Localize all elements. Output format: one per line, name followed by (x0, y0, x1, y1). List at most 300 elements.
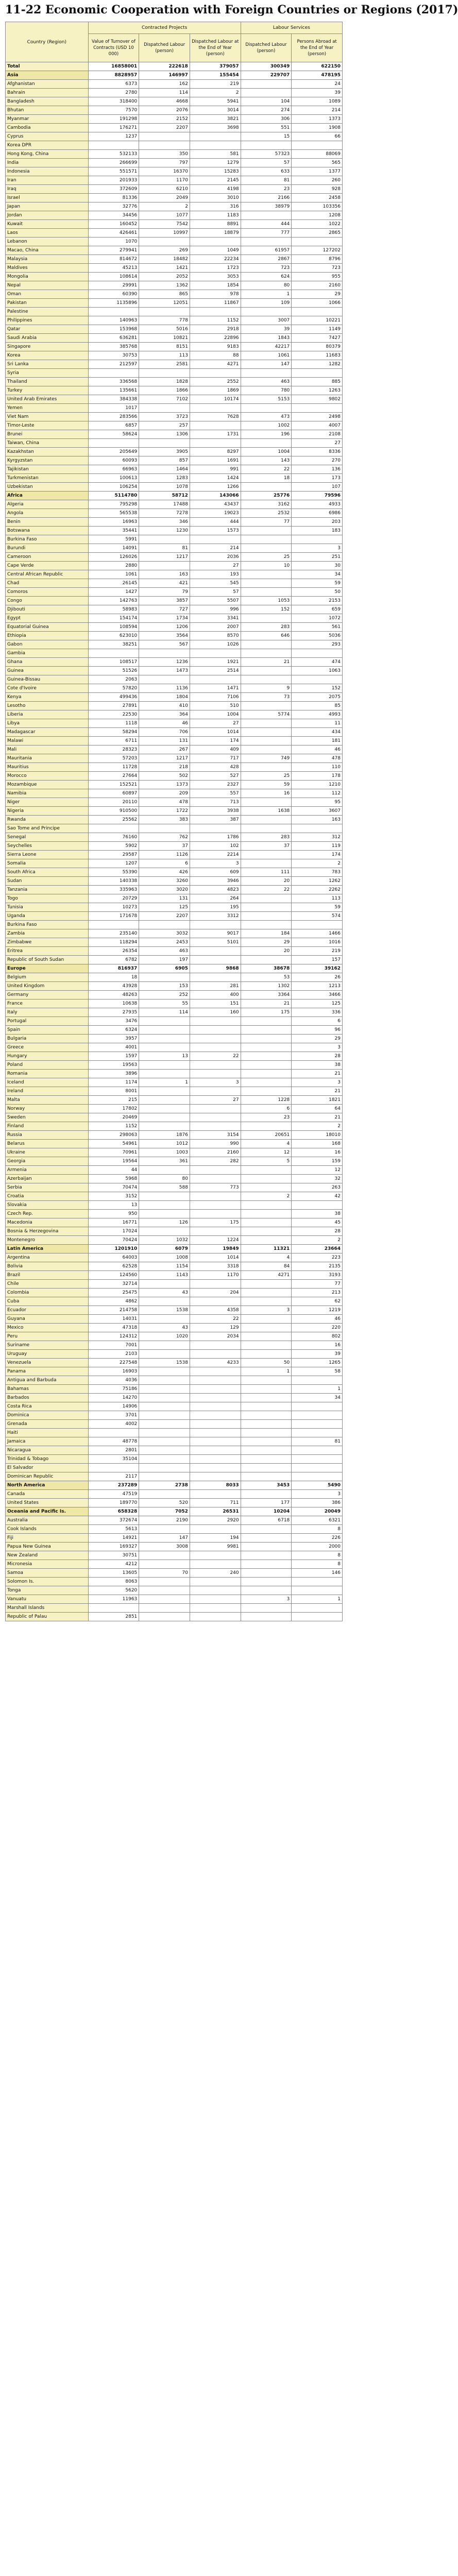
value-cell: 6986 (292, 509, 343, 518)
value-cell: 1538 (139, 1359, 190, 1367)
value-cell: 269 (139, 246, 190, 255)
value-cell: 1061 (88, 570, 139, 579)
value-cell: 175 (241, 1008, 292, 1017)
value-cell: 58983 (88, 605, 139, 614)
value-cell: 54961 (88, 1140, 139, 1148)
value-cell (292, 1201, 343, 1210)
value-cell: 532133 (88, 150, 139, 159)
country-name: Libya (6, 719, 89, 728)
value-cell: 43 (139, 1324, 190, 1332)
table-row (6, 894, 343, 903)
value-cell: 154174 (88, 614, 139, 623)
table-row (6, 816, 343, 824)
value-cell: 1089 (292, 97, 343, 106)
value-cell: 5902 (88, 842, 139, 851)
value-cell: 4933 (292, 500, 343, 509)
value-cell: 473 (241, 413, 292, 421)
value-cell: 26531 (190, 1507, 241, 1516)
country-name: Hungary (6, 1052, 89, 1061)
table-row (6, 97, 343, 106)
value-cell: 27 (190, 719, 241, 728)
value-cell: 227548 (88, 1359, 139, 1367)
value-cell (88, 921, 139, 929)
value-cell: 8 (292, 1551, 343, 1560)
value-cell (190, 1560, 241, 1569)
value-cell: 1471 (190, 684, 241, 693)
value-cell (241, 1525, 292, 1534)
value-cell: 780 (241, 386, 292, 395)
table-row (6, 1192, 343, 1201)
value-cell (190, 1227, 241, 1236)
value-cell: 95 (292, 798, 343, 807)
value-cell: 10273 (88, 903, 139, 912)
country-name: Rwanda (6, 816, 89, 824)
value-cell: 2160 (190, 1148, 241, 1157)
value-cell: 1061 (241, 351, 292, 360)
value-cell: 1237 (88, 132, 139, 141)
value-cell: 1638 (241, 807, 292, 816)
value-cell (190, 1280, 241, 1289)
table-row (6, 202, 343, 211)
value-cell: 2103 (88, 1350, 139, 1359)
value-cell: 1464 (139, 465, 190, 474)
country-name: Gabon (6, 640, 89, 649)
value-cell: 5036 (292, 632, 343, 640)
value-cell (139, 1096, 190, 1105)
table-row (6, 404, 343, 413)
value-cell (190, 1122, 241, 1131)
country-name: Cyprus (6, 132, 89, 141)
value-cell: 163 (139, 570, 190, 579)
value-cell: 136 (292, 465, 343, 474)
country-name: Madagascar (6, 728, 89, 737)
value-cell: 10997 (139, 229, 190, 238)
country-name: El Salvador (6, 1464, 89, 1472)
region-row (6, 1507, 343, 1516)
value-cell: 4271 (190, 360, 241, 369)
value-cell: 135661 (88, 386, 139, 395)
value-cell: 23 (241, 185, 292, 194)
value-cell: 2160 (292, 281, 343, 290)
value-cell (241, 579, 292, 588)
table-row (6, 1332, 343, 1341)
value-cell: 10204 (241, 1507, 292, 1516)
table-row (6, 658, 343, 667)
country-name: Ethiopia (6, 632, 89, 640)
value-cell: 928 (292, 185, 343, 194)
value-cell: 60093 (88, 456, 139, 465)
value-cell (190, 1113, 241, 1122)
value-cell (139, 1385, 190, 1394)
value-cell: 865 (139, 290, 190, 299)
value-cell: 195 (190, 903, 241, 912)
value-cell: 20729 (88, 894, 139, 903)
table-row (6, 509, 343, 518)
value-cell: 100613 (88, 474, 139, 483)
value-cell (139, 675, 190, 684)
value-cell: 444 (190, 518, 241, 527)
value-cell (190, 1429, 241, 1437)
value-cell (292, 1446, 343, 1455)
value-cell: 260 (292, 176, 343, 185)
value-cell: 131 (139, 737, 190, 745)
table-row (6, 1586, 343, 1595)
table-row (6, 369, 343, 378)
value-cell: 316 (190, 202, 241, 211)
country-name: Portugal (6, 1017, 89, 1026)
value-cell (139, 1210, 190, 1218)
value-cell (241, 1551, 292, 1560)
value-cell: 213 (292, 1289, 343, 1297)
value-cell: 778 (139, 316, 190, 325)
value-cell (241, 439, 292, 448)
value-cell: 17488 (139, 500, 190, 509)
value-cell: 659 (292, 605, 343, 614)
table-row (6, 456, 343, 465)
country-name: Egypt (6, 614, 89, 623)
value-cell: 410 (139, 702, 190, 710)
value-cell: 551571 (88, 167, 139, 176)
table-row (6, 1017, 343, 1026)
value-cell (190, 1166, 241, 1175)
value-cell: 990 (190, 1140, 241, 1148)
country-name: Taiwan, China (6, 439, 89, 448)
value-cell: 283 (241, 623, 292, 632)
value-cell: 152 (241, 605, 292, 614)
country-name: South Africa (6, 868, 89, 877)
table-row (6, 527, 343, 535)
value-cell: 10821 (139, 334, 190, 343)
country-name: Chile (6, 1280, 89, 1289)
value-cell: 361 (139, 1157, 190, 1166)
table-row (6, 982, 343, 991)
table-row (6, 386, 343, 395)
country-name: Timor-Leste (6, 421, 89, 430)
table-row (6, 351, 343, 360)
value-cell: 1 (241, 290, 292, 299)
value-cell (292, 1429, 343, 1437)
country-name: Kenya (6, 693, 89, 702)
country-name: Senegal (6, 833, 89, 842)
value-cell: 103356 (292, 202, 343, 211)
value-cell: 66 (292, 132, 343, 141)
value-cell: 4668 (139, 97, 190, 106)
value-cell: 978 (190, 290, 241, 299)
value-cell (241, 1472, 292, 1481)
table-row (6, 588, 343, 597)
value-cell: 622150 (292, 62, 343, 71)
value-cell: 1207 (88, 859, 139, 868)
value-cell: 1373 (292, 115, 343, 124)
value-cell: 22896 (190, 334, 241, 343)
table-row (6, 115, 343, 124)
value-cell (139, 308, 190, 316)
value-cell: 70424 (88, 1236, 139, 1245)
value-cell: 46 (139, 719, 190, 728)
table-row (6, 649, 343, 658)
value-cell: 1135896 (88, 299, 139, 308)
value-cell: 30753 (88, 351, 139, 360)
value-cell: 38 (292, 1210, 343, 1218)
value-cell: 66963 (88, 465, 139, 474)
value-cell: 551 (241, 124, 292, 132)
value-cell: 58294 (88, 728, 139, 737)
value-cell: 28 (292, 1052, 343, 1061)
value-cell: 53 (241, 973, 292, 982)
value-cell: 4036 (88, 1376, 139, 1385)
country-name: Bhutan (6, 106, 89, 115)
value-cell: 11963 (88, 1595, 139, 1604)
value-cell (241, 1043, 292, 1052)
value-cell: 2552 (190, 378, 241, 386)
value-cell (241, 956, 292, 964)
country-name: Czech Rep. (6, 1210, 89, 1218)
country-name: Colombia (6, 1289, 89, 1297)
value-cell: 463 (139, 947, 190, 956)
table-row (6, 1148, 343, 1157)
value-cell: 127202 (292, 246, 343, 255)
value-cell: 3193 (292, 1271, 343, 1280)
value-cell: 21 (292, 1113, 343, 1122)
value-cell: 996 (190, 605, 241, 614)
value-cell (241, 141, 292, 150)
value-cell (88, 1464, 139, 1472)
table-row (6, 1490, 343, 1499)
value-cell: 6782 (88, 956, 139, 964)
table-row (6, 1061, 343, 1070)
table-row (6, 273, 343, 281)
value-cell (241, 921, 292, 929)
value-cell: 658328 (88, 1507, 139, 1516)
value-cell (241, 483, 292, 492)
value-cell: 34456 (88, 211, 139, 220)
value-cell (241, 1078, 292, 1087)
table-row (6, 1078, 343, 1087)
value-cell (139, 132, 190, 141)
country-name: Asia (6, 71, 89, 80)
value-cell: 8796 (292, 255, 343, 264)
value-cell: 2036 (190, 553, 241, 562)
value-cell (139, 1341, 190, 1350)
value-cell: 157 (292, 956, 343, 964)
value-cell: 143066 (190, 492, 241, 500)
value-cell: 6905 (139, 964, 190, 973)
value-cell: 229707 (241, 71, 292, 80)
value-cell: 2108 (292, 430, 343, 439)
country-name: Barbados (6, 1394, 89, 1402)
value-cell: 79 (139, 588, 190, 597)
value-cell (241, 1026, 292, 1035)
country-name: Malta (6, 1096, 89, 1105)
table-row (6, 789, 343, 798)
value-cell: 8063 (88, 1578, 139, 1586)
value-cell: 6711 (88, 737, 139, 745)
country-name: Dominica (6, 1411, 89, 1420)
value-cell: 1843 (241, 334, 292, 343)
country-name: Venezuela (6, 1359, 89, 1367)
value-cell (190, 1070, 241, 1078)
country-name: Zimbabwe (6, 938, 89, 947)
value-cell: 2207 (139, 124, 190, 132)
value-cell: 609 (190, 868, 241, 877)
table-row (6, 632, 343, 640)
value-cell (139, 1035, 190, 1043)
value-cell: 385768 (88, 343, 139, 351)
value-cell: 1262 (292, 877, 343, 886)
value-cell: 160452 (88, 220, 139, 229)
header-country: Country (Region) (6, 22, 89, 62)
table-row (6, 1096, 343, 1105)
country-name: Peru (6, 1332, 89, 1341)
value-cell: 1012 (139, 1140, 190, 1148)
value-cell: 81336 (88, 194, 139, 202)
value-cell: 561 (292, 623, 343, 632)
value-cell: 21 (241, 658, 292, 667)
country-name: Papua New Guinea (6, 1543, 89, 1551)
table-row (6, 1446, 343, 1455)
value-cell: 1597 (88, 1052, 139, 1061)
value-cell: 80 (241, 281, 292, 290)
table-row (6, 807, 343, 816)
value-cell: 214 (190, 544, 241, 553)
value-cell: 163 (292, 816, 343, 824)
value-cell: 2453 (139, 938, 190, 947)
value-cell: 293 (292, 640, 343, 649)
value-cell (139, 1402, 190, 1411)
value-cell: 46 (292, 745, 343, 754)
value-cell: 7001 (88, 1341, 139, 1350)
value-cell (139, 1420, 190, 1429)
value-cell: 126 (139, 1218, 190, 1227)
value-cell: 20469 (88, 1113, 139, 1122)
value-cell: 124312 (88, 1332, 139, 1341)
value-cell (292, 141, 343, 150)
value-cell: 2 (241, 1192, 292, 1201)
value-cell: 3857 (139, 597, 190, 605)
value-cell: 14091 (88, 544, 139, 553)
value-cell: 58712 (139, 492, 190, 500)
value-cell: 175 (190, 1218, 241, 1227)
value-cell: 3453 (241, 1481, 292, 1490)
value-cell (139, 1227, 190, 1236)
country-name: Macedonia (6, 1218, 89, 1227)
value-cell: 131 (139, 894, 190, 903)
value-cell: 1049 (190, 246, 241, 255)
value-cell: 50 (292, 588, 343, 597)
value-cell (139, 1429, 190, 1437)
value-cell: 3020 (139, 886, 190, 894)
value-cell (292, 675, 343, 684)
country-name: Montenegro (6, 1236, 89, 1245)
table-row (6, 194, 343, 202)
value-cell: 1427 (88, 588, 139, 597)
value-cell: 23664 (292, 1245, 343, 1253)
country-name: Trinidad & Tobago (6, 1455, 89, 1464)
value-cell: 1804 (139, 693, 190, 702)
value-cell (241, 1411, 292, 1420)
value-cell: 1014 (190, 728, 241, 737)
value-cell: 372674 (88, 1516, 139, 1525)
value-cell: 3 (292, 544, 343, 553)
country-name: Israel (6, 194, 89, 202)
value-cell: 57203 (88, 754, 139, 763)
value-cell (139, 1105, 190, 1113)
value-cell: 1266 (190, 483, 241, 492)
country-name: Nigeria (6, 807, 89, 816)
value-cell (241, 89, 292, 97)
value-cell: 1362 (139, 281, 190, 290)
value-cell (139, 921, 190, 929)
table-row (6, 1569, 343, 1578)
value-cell: 1731 (190, 430, 241, 439)
value-cell: 3053 (190, 273, 241, 281)
value-cell: 19563 (88, 1061, 139, 1070)
value-cell: 1053 (241, 597, 292, 605)
value-cell: 646 (241, 632, 292, 640)
value-cell: 143 (241, 456, 292, 465)
country-name: Ecuador (6, 1306, 89, 1315)
value-cell: 711 (190, 1499, 241, 1507)
value-cell: 61957 (241, 246, 292, 255)
country-name: Niger (6, 798, 89, 807)
value-cell: 152 (292, 684, 343, 693)
value-cell: 3152 (88, 1192, 139, 1201)
value-cell: 14270 (88, 1394, 139, 1402)
value-cell (241, 1052, 292, 1061)
country-name: Brazil (6, 1271, 89, 1280)
country-name: Uzbekistan (6, 483, 89, 492)
value-cell (241, 1402, 292, 1411)
value-cell: 7106 (190, 693, 241, 702)
country-name: Namibia (6, 789, 89, 798)
value-cell (241, 211, 292, 220)
value-cell (139, 1551, 190, 1560)
table-row (6, 1043, 343, 1052)
table-row (6, 772, 343, 781)
value-cell: 191298 (88, 115, 139, 124)
country-name: Comoros (6, 588, 89, 597)
table-row (6, 824, 343, 833)
value-cell: 6718 (241, 1516, 292, 1525)
value-cell: 5941 (190, 97, 241, 106)
value-cell: 162 (139, 80, 190, 89)
country-name: Iraq (6, 185, 89, 194)
value-cell: 70474 (88, 1183, 139, 1192)
value-cell (139, 141, 190, 150)
country-name: Antigua and Barbuda (6, 1376, 89, 1385)
value-cell: 77 (241, 518, 292, 527)
value-cell: 25 (241, 553, 292, 562)
value-cell: 104 (241, 97, 292, 106)
country-name: Lesotho (6, 702, 89, 710)
value-cell: 3 (190, 1078, 241, 1087)
table-row (6, 605, 343, 614)
value-cell (292, 404, 343, 413)
country-name: Micronesia (6, 1560, 89, 1569)
table-row (6, 1008, 343, 1017)
value-cell: 235140 (88, 929, 139, 938)
value-cell: 20651 (241, 1131, 292, 1140)
value-cell: 28 (292, 1227, 343, 1236)
table-row (6, 281, 343, 290)
value-cell: 77 (292, 1280, 343, 1289)
country-name: Marshall Islands (6, 1604, 89, 1613)
country-name: Total (6, 62, 89, 71)
value-cell: 129 (190, 1324, 241, 1332)
value-cell: 110 (292, 763, 343, 772)
value-cell: 12 (292, 1166, 343, 1175)
table-row (6, 859, 343, 868)
